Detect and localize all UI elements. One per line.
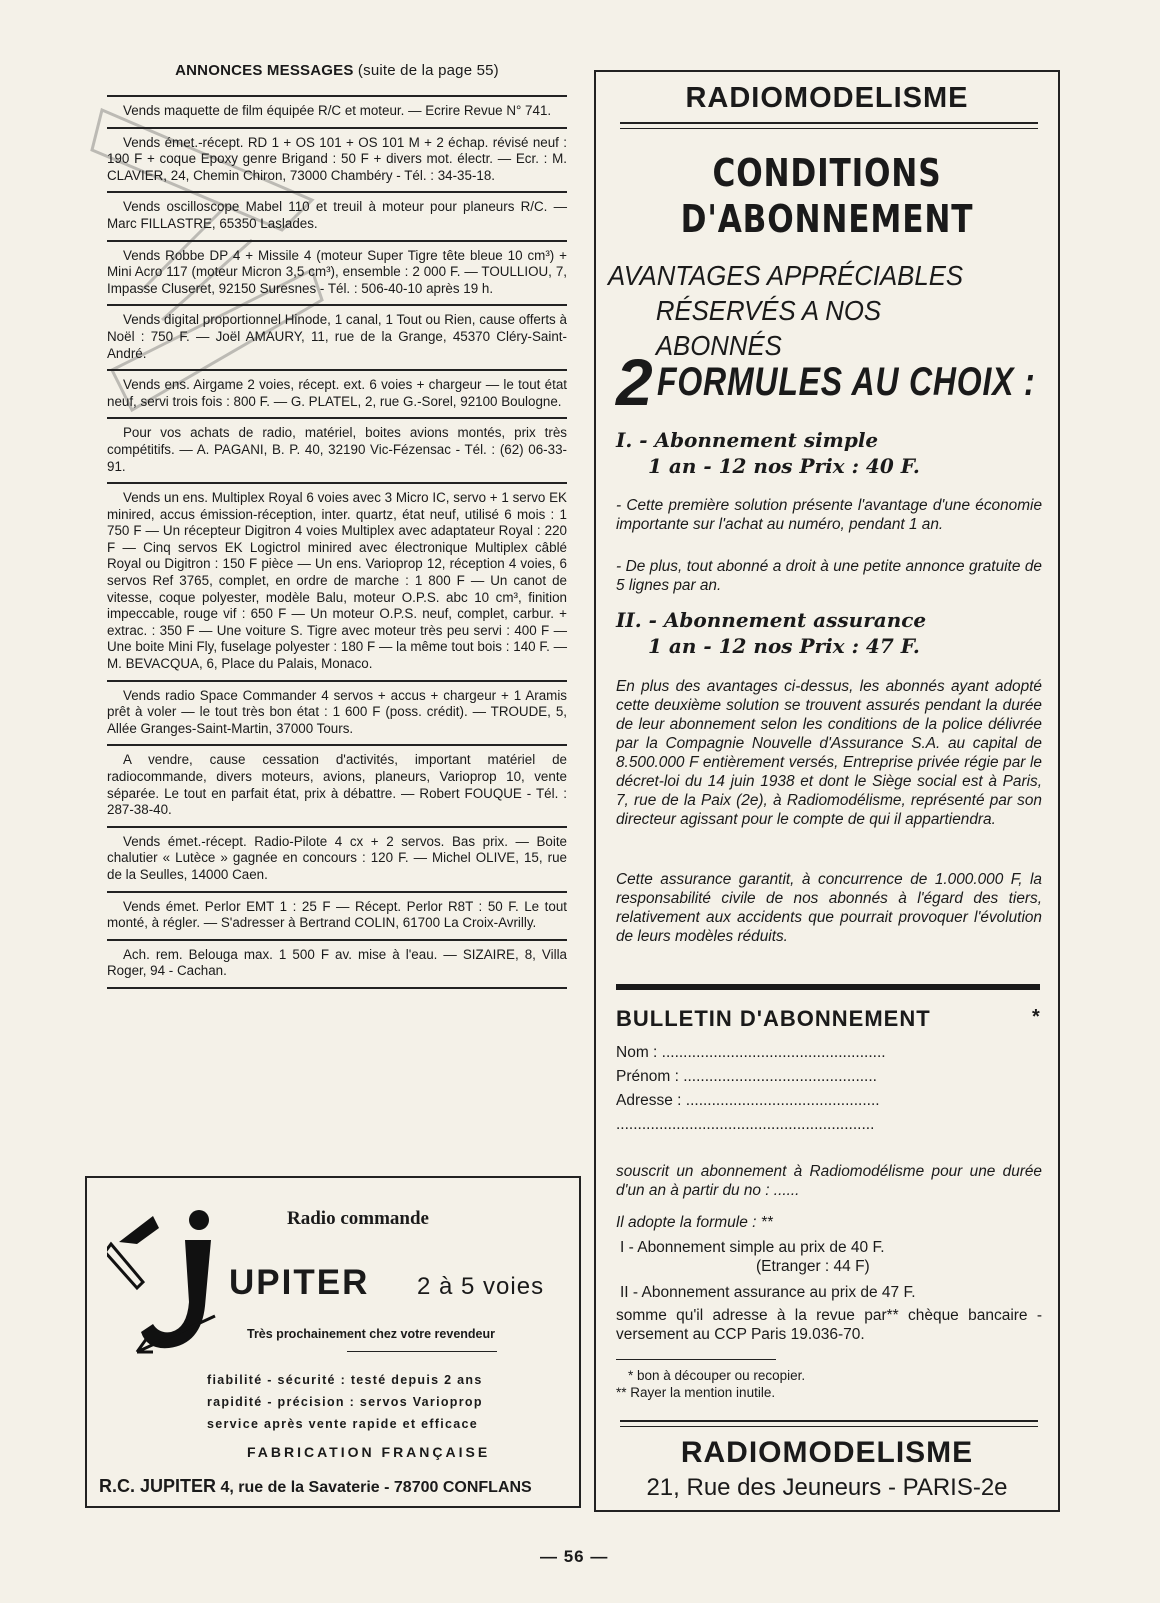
ads-header-suite: (suite de la page 55) — [357, 62, 499, 79]
conditions-line-2: D'ABONNEMENT — [680, 197, 974, 241]
formules-text: FORMULES AU CHOIX : — [657, 359, 1036, 404]
jupiter-address-name: R.C. JUPITER — [99, 1476, 217, 1496]
adresse-continuation-field[interactable]: ............................................................ — [616, 1116, 875, 1133]
classified-ad: A vendre, cause cessation d'activités, important matériel de radiocommande, divers moteurs, avions, planeurs, Varioprop 10, vente séparée. Le tout en parfait état, prix à débattre. — Robert FOUQUE - Tél. : 287-38-40. — [107, 744, 567, 825]
jupiter-logo-icon — [107, 1206, 227, 1356]
nom-field[interactable]: Nom : .................................................... — [616, 1044, 886, 1061]
classified-ad: Vends Robbe DP 4 + Missile 4 (moteur Super Tigre tête bleue 10 cm³) + Mini Acro 117 (moteur Micron 3,5 cm³), ensemble : 2 000 F. — TOULLIOU, 7, Impasse Cluseret, 92150 Suresnes - Tél. : 506-40-10 après 19 h. — [107, 240, 567, 305]
section-bar — [616, 984, 1040, 990]
option-simple[interactable]: I - Abonnement simple au prix de 40 F. — [620, 1239, 885, 1256]
jupiter-feature-3: service après vente rapide et efficace — [207, 1417, 479, 1431]
ads-header-title: ANNONCES MESSAGES — [175, 62, 354, 79]
classified-ad: Vends radio Space Commander 4 servos + accus + chargeur + 1 Aramis prêt à voler — le tout très bon état : 1 600 F (poss. crédit). — TROUDE, 5, Allée Granges-Saint-Martin, 37000 Tours. — [107, 680, 567, 745]
classified-ad: Ach. rem. Belouga max. 1 500 F av. mise à l'eau. — SIZAIRE, 8, Villa Roger, 94 - Cachan. — [107, 939, 567, 989]
jupiter-address-street: 4, rue de la Savaterie - 78700 CONFLANS — [220, 1479, 532, 1496]
page-number: — 56 — — [540, 1547, 609, 1566]
classified-ad: Vends émet.-récept. Radio-Pilote 4 cx + 2 servos. Bas prix. — Boite chalutier « Lutèce » gagnée en concours : 120 F. — Michel OLIVE, 15, rue de la Seulles, 14000 Caen. — [107, 826, 567, 891]
conditions-line-1: CONDITIONS — [712, 151, 942, 195]
bulletin-star: * — [1032, 1006, 1040, 1028]
classified-ad: Vends émet. Perlor EMT 1 : 25 F — Récept. Perlor R8T : 50 F. Le tout monté, à régler. — S'adresser à Bertrand COLIN, 61700 La Croix-Avrilly. — [107, 891, 567, 939]
title-double-rule — [620, 122, 1038, 129]
notes-divider — [616, 1359, 776, 1360]
jupiter-radio-label: Radio commande — [287, 1208, 429, 1229]
formule-1-text-1: - Cette première solution présente l'avantage d'une économie importante sur l'achat au numéro, pendant 1 an. — [616, 497, 1042, 533]
jupiter-feature-1: fiabilité - sécurité : testé depuis 2 ans — [207, 1373, 483, 1387]
jupiter-divider — [347, 1351, 497, 1352]
jupiter-voies: 2 à 5 voies — [417, 1273, 545, 1300]
formule-1-title: I. - Abonnement simple — [616, 428, 879, 452]
jupiter-advertisement — [85, 1176, 581, 1508]
formule-2-title: II. - Abonnement assurance — [616, 608, 927, 632]
magazine-title: RADIOMODELISME — [685, 82, 969, 114]
footer-magazine-title: RADIOMODELISME — [680, 1436, 974, 1469]
classified-ad: Vends oscilloscope Mabel 110 et treuil à moteur pour planeurs R/C. — Marc FILLASTRE, 65350 Laslades. — [107, 191, 567, 239]
classified-ad: Vends maquette de film équipée R/C et moteur. — Ecrire Revue N° 741. — [107, 95, 567, 127]
bulletin-title: BULLETIN D'ABONNEMENT — [616, 1006, 931, 1031]
classified-ad: Vends digital proportionnel Hinode, 1 canal, 1 Tout ou Rien, cause offerts à Noël : 750 F. — Joël AMAURY, 11, rue de la Grange, 45370 Cléry-Saint-André. — [107, 304, 567, 369]
option-assurance[interactable]: II - Abonnement assurance au prix de 47 F. — [620, 1284, 916, 1301]
classified-ad: Pour vos achats de radio, matériel, boites avions montés, prix très compétitifs. — A. PAGANI, B. P. 40, 32190 Vic-Fézensac - Tél. : (62) 06-33-91. — [107, 417, 567, 482]
jupiter-availability: Très prochainement chez votre revendeur — [247, 1327, 496, 1341]
conditions-heading — [638, 150, 1017, 242]
classified-ad: Vends ens. Airgame 2 voies, récept. ext. 6 voies + chargeur — le tout état neuf, servi trois fois : 800 F. — G. PLATEL, 2, rue G.-Sorel, 92100 Boulogne. — [107, 369, 567, 417]
subscription-box — [594, 70, 1060, 1512]
payment-text: somme qu'il adresse à la revue par** chèque bancaire - versement au CCP Paris 19.036-70. — [616, 1307, 1042, 1343]
avantages-line-1: AVANTAGES APPRÉCIABLES — [608, 260, 964, 291]
classified-ads-column — [107, 62, 567, 989]
bulletin-adopte-text: Il adopte la formule : ** — [616, 1214, 773, 1231]
footnote-1: * bon à découper ou recopier. — [628, 1368, 806, 1383]
avantages-line-2: RÉSERVÉS A NOS ABONNÉS — [655, 295, 882, 361]
formule-2-text-1: En plus des avantages ci-dessus, les abonnés ayant adopté cette deuxième solution se trouvent assurés pendant la durée de leur abonnement selon les conditions de la police délivrée par la Compagnie Nouvelle d'Assurance S.A. au capital de 8.500.000 F entièrement versés, Entreprise privée régie par le décret-loi du 14 juin 1938 et dont le Siège social est à Paris, 7, rue de la Paix (2e), à Radiomodélisme, représenté par son directeur agissant pour le compte de qui il appartiendra. — [616, 678, 1042, 828]
classified-ad: Vends émet.-récept. RD 1 + OS 101 + OS 101 M + 2 échap. révisé neuf : 190 F + coque Epoxy genre Brigand : 50 F + divers mot. électr. — Ecr. : M. CLAVIER, 24, Chemin Chiron, 73000 Chambéry - Tél. : 34-35-18. — [107, 127, 567, 192]
footer-double-rule — [620, 1420, 1038, 1427]
ads-header — [107, 62, 567, 79]
adresse-field[interactable]: Adresse : ............................................. — [616, 1092, 880, 1109]
bulletin-souscrit-text: souscrit un abonnement à Radiomodélisme pour une durée d'un an à partir du no : ...... — [616, 1163, 1042, 1199]
formule-1-text-2: - De plus, tout abonné a droit à une petite annonce gratuite de 5 lignes par an. — [616, 558, 1042, 594]
classified-ad: Vends un ens. Multiplex Royal 6 voies avec 3 Micro IC, servo + 1 servo EK minired, accus émission-réception, inter. quartz, état neuf, utilisé 6 mois : 1 750 F — Un récepteur Digitron 4 voies Multiplex avec adaptateur Royal : 220 F — Cinq servos EK Logictrol minired avec électronique Multiplex câblé Royal ou Digitron : 150 F pièce — Un ens. Varioprop 12, réception 4 voies, 6 servos Ref 3765, complet, en ordre de marche : 1 800 F — Un canot de vitesse, coque polyester, modèle Balu, moteur O.P.S. abc 10 cm³, finition impeccable, rouge vif : 650 F — Un moteur O.P.S. neuf, complet, carbur. + extrac. : 350 F — Une voiture S. Tigre avec moteur très peu servi : 400 F — Une boite Mini Fly, fuselage polyester : 180 F — la même tout bois : 140 F. — M. BEVACQUA, 6, Place du Palais, Monaco. — [107, 482, 567, 680]
formule-2-price: 1 an - 12 nos Prix : 47 F. — [648, 634, 920, 658]
formule-2-text-2: Cette assurance garantit, à concurrence de 1.000.000 F, la responsabilité civile de nos abonnés à l'égard des tiers, relativement aux accidents que pourrait provoquer l'évolution de leurs modèles réduits. — [616, 871, 1042, 945]
ads-list — [107, 95, 567, 989]
formules-count: 2 — [616, 345, 653, 419]
footer-address: 21, Rue des Jeuneurs - PARIS-2e — [646, 1474, 1008, 1501]
formule-1-price: 1 an - 12 nos Prix : 40 F. — [648, 454, 920, 478]
prenom-field[interactable]: Prénom : ............................................. — [616, 1068, 877, 1085]
jupiter-feature-2: rapidité - précision : servos Varioprop — [207, 1395, 483, 1409]
footnote-2: ** Rayer la mention inutile. — [616, 1385, 776, 1400]
jupiter-fabrication: FABRICATION FRANÇAISE — [247, 1444, 491, 1460]
formules-heading — [616, 344, 1130, 420]
jupiter-address — [99, 1476, 532, 1497]
jupiter-brand-name: UPITER — [229, 1263, 370, 1302]
option-simple-etranger: (Etranger : 44 F) — [756, 1258, 870, 1275]
